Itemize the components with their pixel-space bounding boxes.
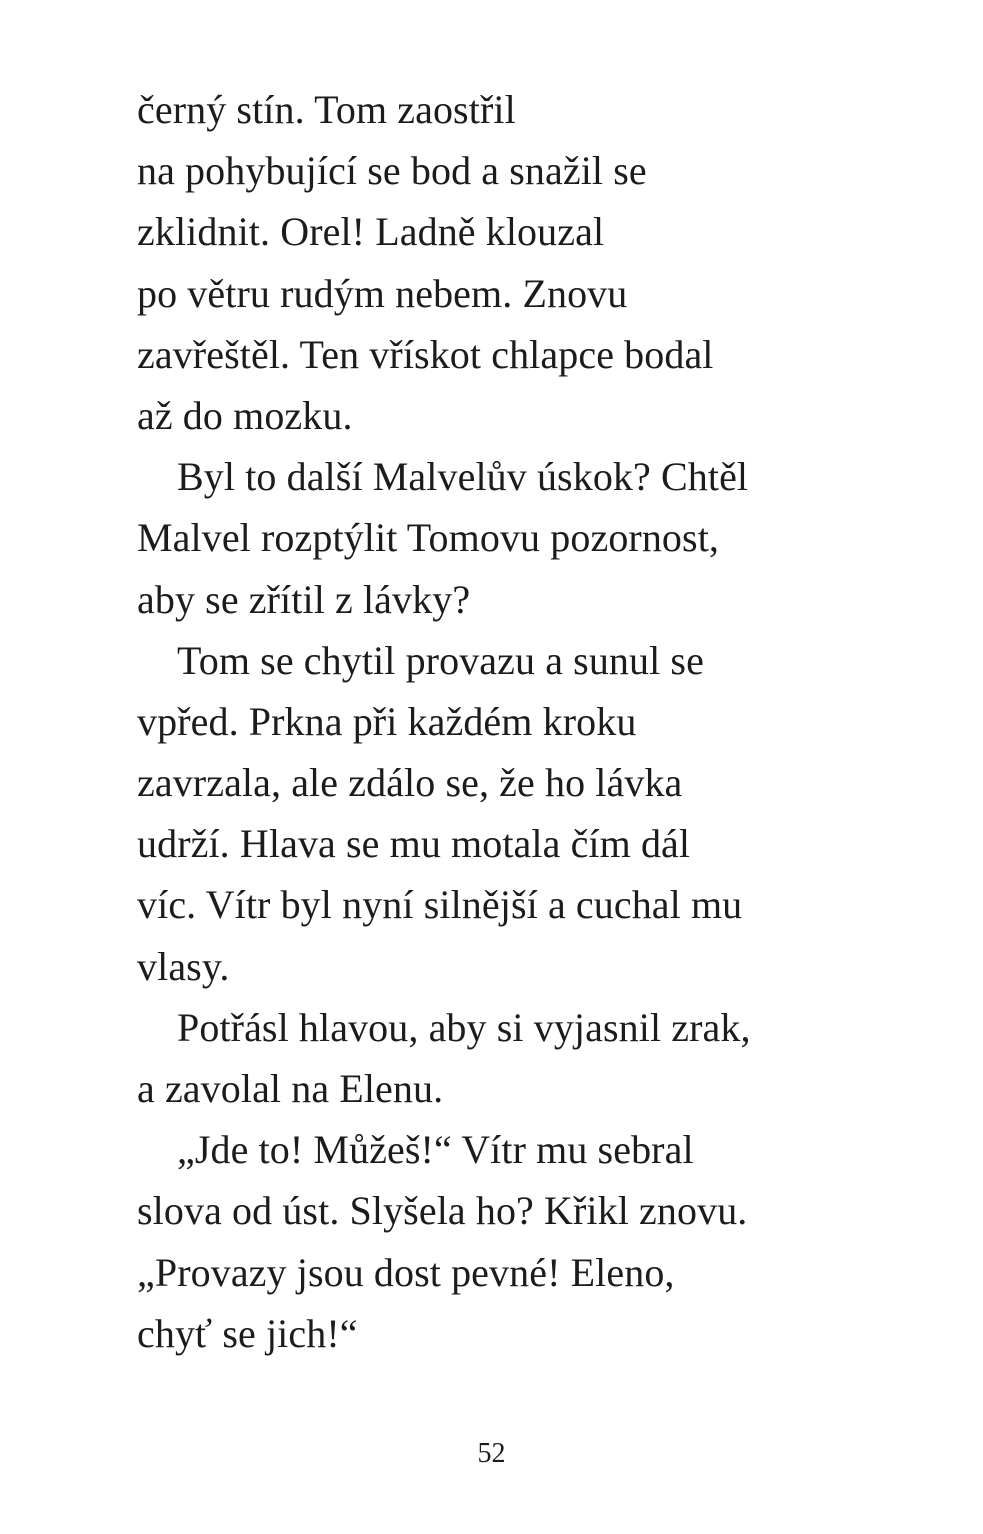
text-line: až do mozku. [137,392,353,438]
text-line: po větru rudým nebem. Znovu [137,270,628,316]
paragraph-start-line: Potřásl hlavou, aby si vyjasnil zrak, [177,1004,751,1050]
paragraph-start-line: „Jde to! Můžeš!“ Vítr mu sebral [177,1127,694,1173]
text-line: chyť se jich!“ [137,1310,358,1356]
paragraph-start-line: Byl to další Malvelův úskok? Chtěl [177,454,749,500]
text-line: vpřed. Prkna při každém kroku [137,698,637,744]
text-line: Malvel rozptýlit Tomovu pozornost, [137,515,720,561]
text-line: slova od úst. Slyšela ho? Křikl znovu. [137,1188,748,1234]
text-line: zavrzala, ale zdálo se, že ho lávka [137,760,683,806]
body-text [137,79,897,1364]
text-line: vlasy. [137,943,230,989]
page-number: 52 [477,1438,506,1469]
text-line: aby se zřítil z lávky? [137,576,471,622]
text-line: černý stín. Tom zaostřil [137,87,516,132]
paragraph-start-line: Tom se chytil provazu a sunul se [177,637,704,683]
text-line: na pohybující se bod a snažil se [137,148,647,194]
text-line: udrží. Hlava se mu motala čím dál [137,821,691,867]
text-line: a zavolal na Elenu. [137,1066,444,1111]
text-line: „Provazy jsou dost pevné! Eleno, [137,1249,675,1295]
text-line: zavřeštěl. Ten vřískot chlapce bodal [137,331,714,377]
text-line: víc. Vítr byl nyní silnější a cuchal mu [137,882,743,928]
text-line: zklidnit. Orel! Ladně klouzal [137,209,605,255]
